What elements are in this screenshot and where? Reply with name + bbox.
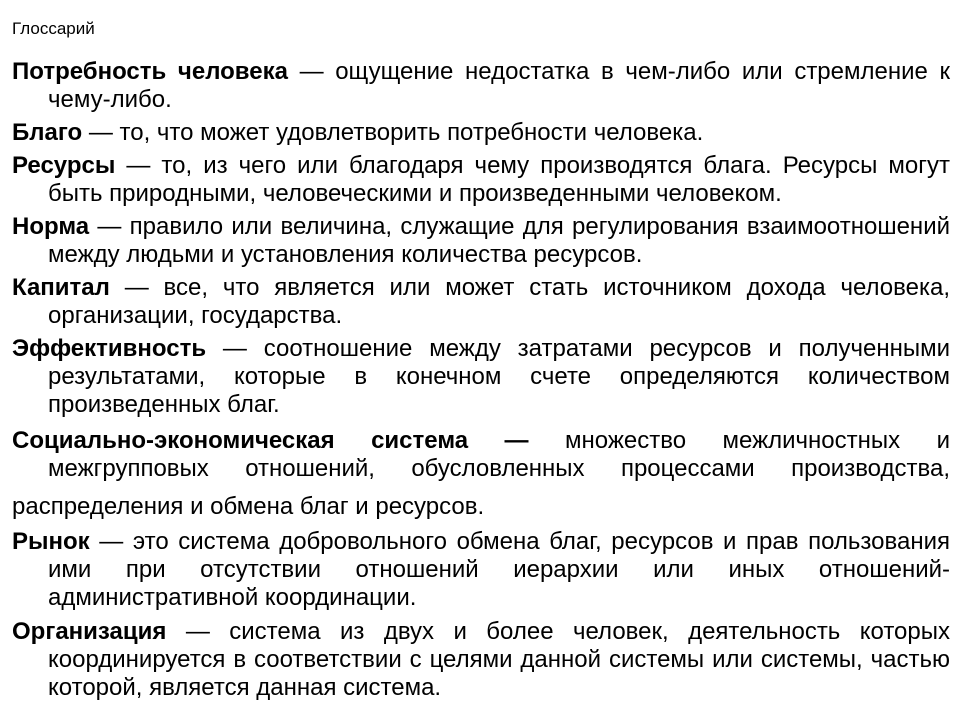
glossary-definition: — это система добровольного обмена благ, ресурсов и прав пользования ими при отсутствии отношений иерархии или иных отношений- административной координации. bbox=[48, 528, 950, 611]
glossary-definition: — то, что может удовлетворить потребности человека. bbox=[82, 119, 704, 146]
glossary-entry-socio-economic-system bbox=[12, 427, 950, 521]
glossary-definition-tail: распределения и обмена благ и ресурсов. bbox=[12, 493, 485, 520]
glossary-term: Организация bbox=[12, 618, 167, 645]
glossary-definition: — все, что является или может стать источником дохода человека, организации, государства. bbox=[48, 274, 950, 329]
glossary-definition: — ощущение недостатка в чем-либо или стремление к чему-либо. bbox=[48, 58, 950, 113]
glossary-definition: — то, из чего или благодаря чему производятся блага. Ресурсы могут быть природными, человеческими и произведенными человеком. bbox=[48, 152, 950, 207]
glossary-entry-efficiency bbox=[12, 335, 950, 419]
glossary-term: Капитал bbox=[12, 274, 110, 301]
glossary-entry-capital bbox=[12, 274, 950, 330]
glossary-term: Потребность человека bbox=[12, 58, 288, 85]
glossary-term: Ресурсы bbox=[12, 152, 116, 179]
slide-title: Глоссарий bbox=[12, 19, 95, 38]
glossary-definition: — правило или величина, служащие для регулирования взаимоотношений между людьми и установления количества ресурсов. bbox=[48, 213, 950, 268]
glossary-entry-organization bbox=[12, 618, 950, 702]
glossary-list bbox=[12, 58, 950, 707]
glossary-term: Рынок bbox=[12, 528, 90, 555]
glossary-entry-need bbox=[12, 58, 950, 114]
glossary-entry-norm bbox=[12, 213, 950, 269]
glossary-term: Норма bbox=[12, 213, 90, 240]
glossary-definition: — система из двух и более человек, деятельность которых координируется в соответствии с целями данной системы или системы, частью которой, является данная система. bbox=[48, 618, 950, 701]
glossary-definition: — соотношение между затратами ресурсов и полученными результатами, которые в конечном счете определяются количеством произведенных благ. bbox=[48, 335, 950, 418]
glossary-entry-good bbox=[12, 119, 950, 147]
glossary-definition: множество межличностных и межгрупповых отношений, обусловленных процессами производства, bbox=[48, 427, 950, 482]
glossary-term: Благо bbox=[12, 119, 83, 146]
glossary-term: Социально-экономическая система — bbox=[12, 427, 529, 454]
glossary-entry-market bbox=[12, 528, 950, 612]
glossary-entry-resources bbox=[12, 152, 950, 208]
glossary-term: Эффективность bbox=[12, 335, 207, 362]
